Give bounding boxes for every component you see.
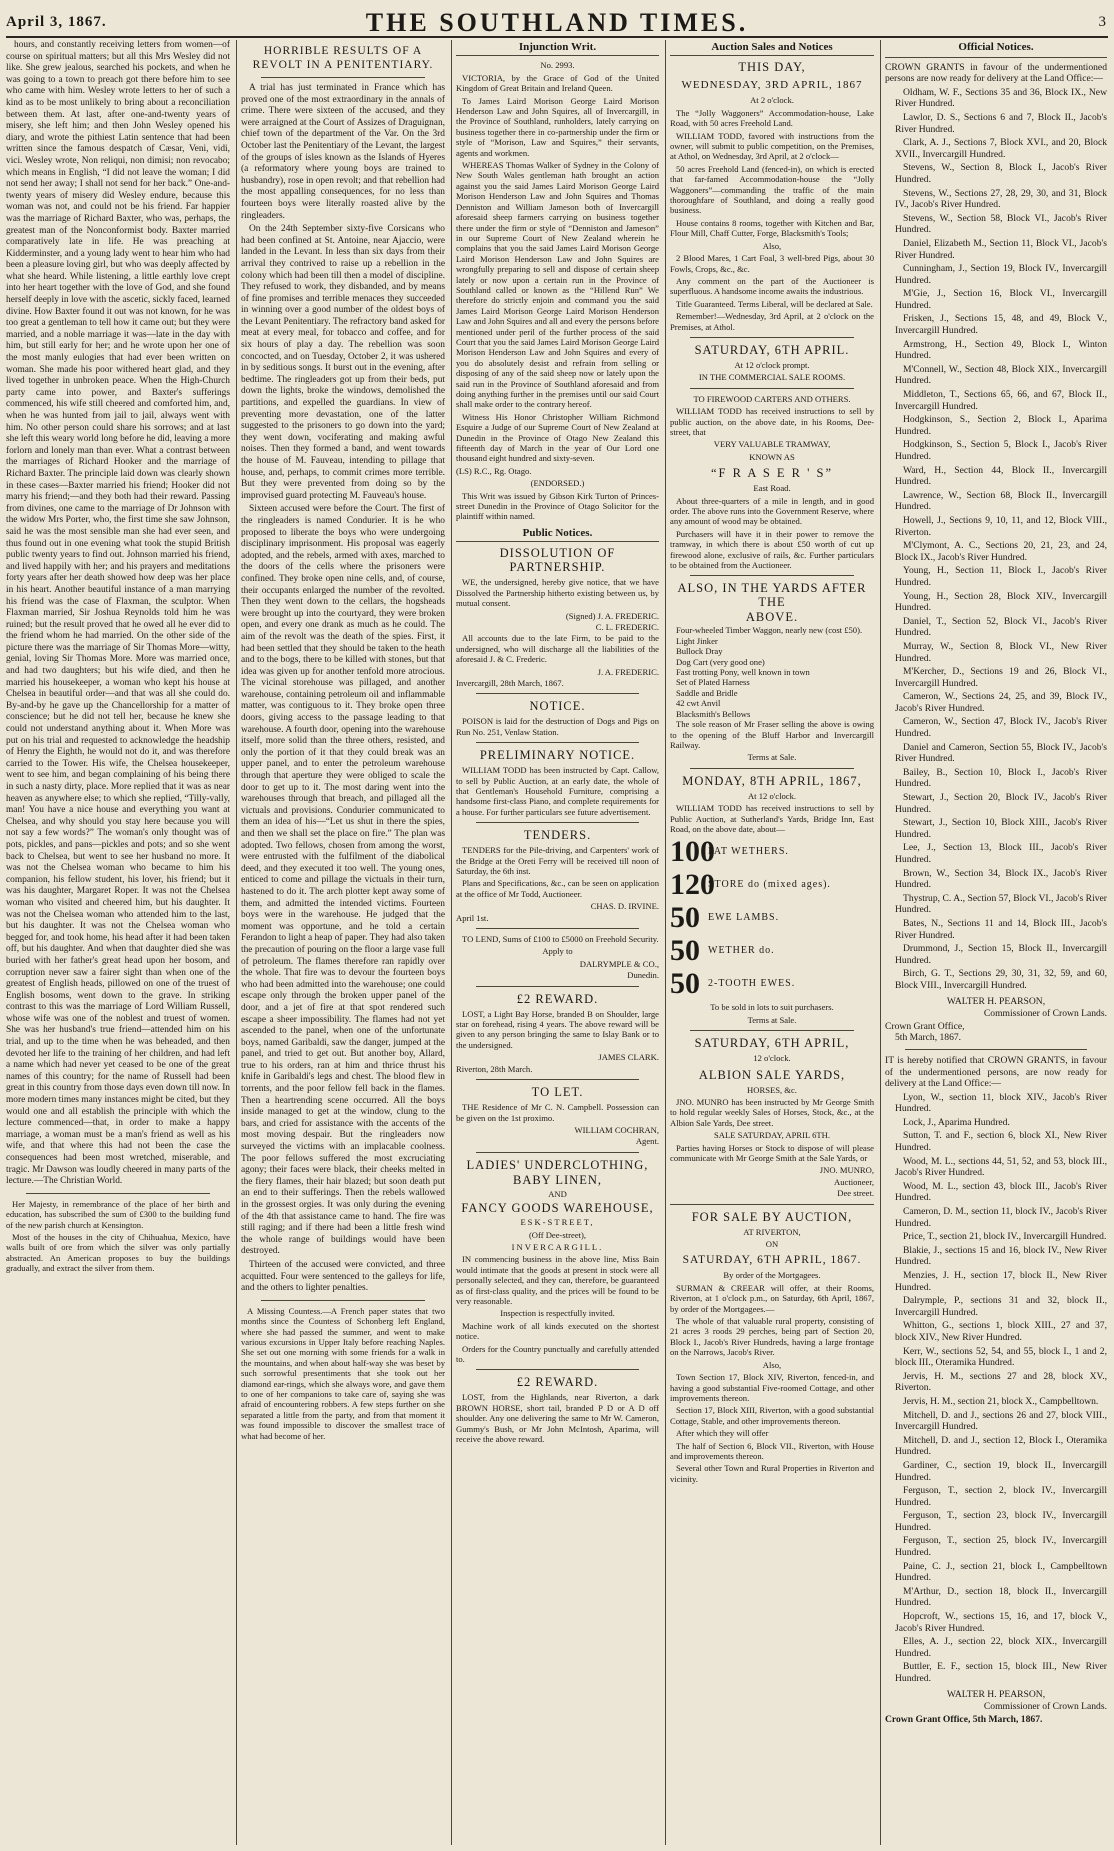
signature: Dee street. — [837, 1188, 874, 1199]
notice-date: 5th March, 1867. — [895, 1032, 962, 1044]
sale-heading: VERY VALUABLE TRAMWAY, — [713, 439, 831, 450]
issue-date: April 3, 1867. — [6, 14, 107, 30]
brief-item: Most of the houses in the city of Chihuahua, Mexico, have walls built of ore from which the silver was only partially abstracted. An American proposes to buy the buildings gradually, and extract the silver from them. — [6, 1232, 230, 1274]
sale-text: About three-quarters of a mile in length, and in good order. The above runs into the Government Reserve, where any amount of wood may be obtained. — [670, 495, 874, 527]
list-item: Howell, J., Sections 9, 10, 11, and 12, Block VIII., Riverton. — [895, 514, 1107, 538]
sale-heading: SATURDAY, 6TH APRIL. — [694, 342, 850, 357]
list-item: Ferguson, T., section 25, block IV., Invercargill Hundred. — [895, 1535, 1107, 1559]
writ-number: No. 2993. — [540, 60, 575, 71]
sale-text: WILLIAM TODD has received instructions to sell by Public Auction, at Sutherland's Yards, Bridge Inn, East Road, on the above date, about— — [670, 803, 874, 834]
divider — [476, 822, 639, 823]
list-item: M'Gie, J., Section 16, Block VI., Invercargill Hundred. — [895, 288, 1107, 311]
sale-text: JNO. MUNRO has been instructed by Mr George Smith to hold regular weekly Sales of Horses, Stock, &c., at the Albion Sale Yards, Dee street. — [670, 1096, 874, 1128]
divider — [905, 1049, 1087, 1050]
list-item: Light Jinker — [676, 635, 718, 646]
notice-heading: (Off Dee-street), — [528, 1229, 587, 1240]
notice-text: TENDERS for the Pile-driving, and Carpenters' work of the Bridge at the Oreti Ferry will be received till noon of Saturday, the 6th inst. — [456, 845, 659, 876]
list-item: Stewart, J., Section 10, Block XIII., Jacob's River Hundred. — [895, 817, 1107, 840]
signature: J. A. FREDERIC. — [597, 666, 659, 677]
list-item: Middleton, T., Sections 65, 66, and 67, Block II., Invercargill Hundred. — [895, 389, 1107, 412]
list-item: Blakie, J., sections 15 and 16, block IV., New River Hundred. — [895, 1244, 1107, 1268]
divider — [476, 1079, 639, 1080]
signature: Dunedin. — [627, 970, 659, 981]
list-item: Whitton, G., sections 1, block XIII., 27 and 37, block XIV., New River Hundred. — [895, 1320, 1107, 1343]
list-item: Lawrence, W., Section 68, Block II., Invercargill Hundred. — [895, 489, 1107, 513]
list-item: M'Kercher, D., Sections 19 and 26, Block VI., Invercargill Hundred. — [895, 666, 1107, 689]
list-item: Dalrymple, P., sections 31 and 32, block II., Invercargill Hundred. — [895, 1295, 1107, 1318]
sale-text: House contains 8 rooms, together with Kitchen and Bar, Flour Mill, Chaff Cutter, Forge, Blacksmith's Tools; — [670, 217, 874, 239]
signature: JAMES CLARK. — [598, 1052, 659, 1063]
column-3 — [456, 40, 659, 1847]
list-item: Bates, N., Sections 11 and 14, Block III., Jacob's River Hundred. — [895, 917, 1107, 941]
article-paragraph: On the 24th September sixty-five Corsicans who had been confined at St. Antoine, near Ajaccio, were landed in the Levant. In less than six days from their arrival they contrived to raise up a rebellion in the colony which had been till then a model of discipline. They refused to work, they disbanded, and by means of fine promises and terrible menaces they succeeded in winning over a good number of the oldest boys of the Levant Penitentiary. The refractory band asked for meat at every meal, for tobacco and coffee, and for six hours of play a day. The rebellion was soon concocted, and on Tuesday, October 2, it was ushered in by seditious songs. It burst out in the evening, after bedtime. The ringleaders got up from their beds, put down the lights, broke the windows, demolished the partitions, and expelled the guardians. In view of preventing more devastation, one of the latter suggested to the prisoners to go down into the yard; they went down, vociferating and making awful noises. Then they formed a band, and went towards the house of M. Fauveau, intending to pillage that house, and, perhaps, to commit crimes more terrible. But they were prevented from doing so by the improvised guard protecting M. Fauveau's house. — [241, 224, 445, 501]
notice-text: WILLIAM TODD has been instructed by Capt. Callow, to sell by Public Auction, at an early date, the whole of that Gentleman's Household Furniture, comprising a handsome first-class Piano, and complete requirements for a house. For further particulars see future advertisement. — [456, 765, 659, 817]
sale-heading: THIS DAY, — [738, 60, 806, 75]
list-item: Young, H., Section 28, Block XIV., Invercargill Hundred. — [895, 590, 1107, 614]
notice-heading: LADIES' UNDERCLOTHING, — [466, 1157, 649, 1172]
notice-heading: TO LET. — [531, 1085, 584, 1100]
signature: WILLIAM COCHRAN, — [574, 1124, 659, 1135]
list-item: Frisken, J., Sections 15, 48, and 49, Block V., Invercargill Hundred. — [895, 313, 1107, 337]
signature: CHAS. D. IRVINE. — [590, 901, 659, 912]
notice-text: LOST, from the Highlands, near Riverton, a dark BROWN HORSE, short tail, branded P D or A D off shoulder. Any one delivering the same to Mr W. Cameron, Gummy's Bush, or Mr John McIntosh, Aparima, will receive the above reward. — [456, 1392, 659, 1445]
list-item: Thystrup, C. A., Section 57, Block VI., Jacob's River Hundred. — [895, 892, 1107, 916]
sale-heading: SATURDAY, 6TH APRIL, 1867. — [682, 1254, 862, 1267]
list-item: Kerr, W., sections 52, 54, and 55, block I., 1 and 2, block III., Oteramika Hundred. — [895, 1345, 1107, 1369]
column-1 — [6, 40, 230, 1847]
list-item: Stewart, J., Section 20, Block IV., Jacob's River Hundred. — [895, 792, 1107, 815]
list-item: Blacksmith's Bellows — [676, 708, 751, 719]
sale-text: After which they will offer — [676, 1428, 769, 1439]
sale-time: At 12 o'clock prompt. — [734, 359, 810, 370]
notice-text: WE, the undersigned, hereby give notice, that we have Dissolved the Partnership hitherto existing between us, by mutual consent. — [456, 577, 659, 609]
list-item: Stevens, W., Section 8, Block I., Jacob's River Hundred. — [895, 162, 1107, 185]
sale-text: Title Guaranteed. Terms Liberal, will be declared at Sale. — [676, 298, 873, 309]
list-item: M'Arthur, D., section 18, block II., Invercargill Hundred. — [895, 1585, 1107, 1609]
divider — [476, 928, 639, 929]
notice-text: Plans and Specifications, &c., can be seen on application at the office of Mr Todd, Auctioneer. — [456, 878, 659, 899]
signature: C. L. FREDERIC. — [595, 621, 659, 632]
sale-text: The sole reason of Mr Fraser selling the above is owing to the opening of the Bluff Harbor and Invercargill Railway. — [670, 719, 874, 750]
list-item: Fast trotting Pony, well known in town — [676, 667, 810, 678]
sale-text: SURMAN & CREEAR will offer, at their Rooms, Riverton, at 1 o'clock p.m., on Saturday, 6th April, 1867, by order of the Mortgagees.— — [670, 1282, 874, 1314]
list-item: Armstrong, H., Section 49, Block I., Winton Hundred. — [895, 338, 1107, 362]
sale-text: KNOWN AS — [749, 451, 795, 462]
list-item: Cameron, W., Sections 24, 25, and 39, Block IV., Jacob's River Hundred. — [895, 691, 1107, 714]
list-item: Four-wheeled Timber Waggon, nearly new (cost £50). — [676, 625, 863, 636]
lot-line — [670, 837, 874, 867]
divider — [261, 77, 425, 78]
sale-text: Parties having Horses or Stock to dispose of will please communicate with Mr George Smith at the Sale Yards, or — [670, 1142, 874, 1163]
sale-heading: SALE SATURDAY, APRIL 6TH. — [714, 1130, 830, 1141]
signature-title: Commissioner of Crown Lands. — [983, 1701, 1107, 1713]
column-divider — [880, 40, 881, 1845]
list-item: Hodgkinson, S., Section 2, Block I., Aparima Hundred. — [895, 414, 1107, 437]
notice-text: THE Residence of Mr C. N. Campbell. Possession can be given on the 1st proximo. — [456, 1102, 659, 1123]
lot-label: EWE LAMBS. — [708, 912, 780, 924]
signature: DALRYMPLE & CO., — [579, 958, 659, 969]
writ-text: VICTORIA, by the Grace of God of the United Kingdom of Great Britain and Ireland Queen. — [456, 72, 659, 94]
sale-time: 12 o'clock. — [753, 1053, 791, 1064]
sale-text: Any comment on the part of the Auctioneer is superfluous. A handsome income awaits the industrious. — [670, 275, 874, 297]
divider — [690, 337, 854, 338]
sale-time: At 2 o'clock. — [750, 95, 794, 106]
column-divider — [665, 40, 666, 1845]
list-item: Sutton, T. and F., section 6, block XI., New River Hundred. — [895, 1130, 1107, 1154]
lot-label: STORE do (mixed ages). — [708, 879, 831, 891]
lot-count: 50 — [670, 901, 700, 935]
divider — [476, 1369, 639, 1370]
writ-text: WHEREAS Thomas Walker of Sydney in the Colony of New South Wales gentleman hath brought an action against you the said James Laird Morison George Laird Morison Henderson Law and John Squires and Thomas Denniston and William Jameson both of Invercargill aforesaid sheep farmers carrying on business together there under the firm or style of “Denniston and Jameson” in our Supreme Court of New Zealand wherein he complains that you the said James Laird Morison George Laird Morison Henderson Law and John Squires are wrongfully preparing to sell and dispose of certain sheep lately or now upon a certain run in the Province of Southland called or known as the “Hillend Run” We therefore do strictly enjoin and command you the said James Laird Morison George Laird Morison Henderson Law and John Squires and all and every the persons before mentioned under peril of the further process of the said Court that you the said James Laird Morison George Laird Morison Henderson Law and John Squires and every of you do absolutely desist and refrain from selling or disposing of any of the said sheep now or lately upon the said run in the Province of Southland aforesaid and from doing anything further in the premises until our said Court shall make order to the contrary hereof. — [456, 160, 659, 410]
notice-heading: AND — [548, 1188, 567, 1199]
list-item: M'Clymont, A. C., Sections 20, 21, 23, and 24, Block IX., Jacob's River Hundred. — [895, 540, 1107, 563]
list-item: Paine, C. J., section 21, block I., Campbelltown Hundred. — [895, 1560, 1107, 1584]
list-item: Daniel, T., Section 52, Block VI., Jacob's River Hundred. — [895, 615, 1107, 639]
sale-text: Also, — [762, 1359, 782, 1370]
notice-heading: FANCY GOODS WAREHOUSE, — [461, 1201, 654, 1216]
column-2 — [241, 40, 445, 1847]
crown-grants-list — [885, 87, 1107, 992]
sale-text: Purchasers will have it in their power to remove the tramway, in which there is about £50 worth of cut up firewood alone, exclusive of rails, &c. Further particulars to be obtained from the Auctioneer. — [670, 528, 874, 571]
sale-terms: Terms at Sale. — [747, 1014, 797, 1025]
notice-text: TO LEND, Sums of £100 to £5000 on Freehold Security. — [462, 934, 659, 945]
list-item: Stevens, W., Sections 27, 28, 29, 30, and 31, Block IV., Jacob's River Hundred. — [895, 187, 1107, 211]
notice-intro: IT is hereby notified that CROWN GRANTS, in favour of the undermentioned persons, are now ready for delivery at the Land Office:— — [885, 1054, 1107, 1090]
list-item: Cameron, W., Section 47, Block IV., Jacob's River Hundred. — [895, 716, 1107, 740]
notice-heading: NOTICE. — [529, 699, 586, 714]
lot-line — [670, 870, 874, 900]
sale-heading: ABOVE. — [745, 610, 799, 625]
notice-heading: TENDERS. — [523, 828, 592, 843]
divider — [476, 693, 639, 694]
sale-text: The “Jolly Waggoners” Accommodation-house, Lake Road, with 50 acres Freehold Land. — [670, 107, 874, 129]
signature: JNO. MUNRO, — [819, 1165, 874, 1176]
list-item: Drummond, J., Section 15, Block II., Invercargill Hundred. — [895, 943, 1107, 966]
article-paragraph: A trial has just terminated in France which has proved one of the most extraordinary in the annals of crime. There were sixteen of the accused, and they were arraigned at the Court of Assizes of Draguignan, chief town of the department of the Var. On the 3rd October last the Penitentiary of the Levant, the largest of the groups of isles known as the Islands of Hyeres (a reformatory where young boys are trained to husbandry), rose in open revolt; and that rebellion had the most appalling consequences, for no less than fourteen boys were literally roasted alive by the ringleaders. — [241, 83, 445, 221]
column-5 — [885, 40, 1107, 1847]
lot-count: 50 — [670, 934, 700, 968]
sale-heading: IN THE COMMERCIAL SALE ROOMS. — [698, 372, 846, 383]
brief-item: Her Majesty, in remembrance of the place of her birth and education, has subscribed the sum of £300 to the building fund of the new parish church at Kensington. — [6, 1198, 230, 1230]
section-heading: Official Notices. — [885, 40, 1107, 58]
sale-text: Also, — [762, 240, 782, 251]
list-item: Stevens, W., Section 58, Block VI., Jacob's River Hundred. — [895, 212, 1107, 236]
sale-text: WILLIAM TODD has received instructions to sell by public auction, on the above date, in his Rooms, Dee-street, that — [670, 406, 874, 437]
notice-heading: PRELIMINARY NOTICE. — [479, 748, 636, 763]
sale-time: At 12 o'clock. — [747, 790, 797, 801]
lot-count: 100 — [670, 835, 715, 869]
divider — [690, 388, 854, 389]
page-number: 3 — [1098, 14, 1106, 30]
list-item: Cunningham, J., Section 19, Block IV., Invercargill Hundred. — [895, 263, 1107, 286]
writ-endorsed: (ENDORSED.) — [530, 478, 585, 489]
sale-text: East Road. — [753, 483, 791, 494]
divider — [476, 986, 639, 987]
notice-text: IN commencing business in the above line, Miss Bain would intimate that the goods at present in stock were all personally selected, and they can, therefore, be guaranteed as of first-class quality, and the prices will be found to be very reasonable. — [456, 1254, 659, 1306]
notice-heading: INVERCARGILL. — [511, 1241, 604, 1252]
sale-text: The whole of that valuable rural property, consisting of 21 acres 3 roods 29 perches, being part of Section 20, Block I., Jacob's River Hundreds, having a large frontage on the Narrows, Jacob's River. — [670, 1316, 874, 1358]
sale-text: 2 Blood Mares, 1 Cart Foal, 3 well-bred Pigs, about 30 Fowls, Crops, &c., &c. — [670, 253, 874, 274]
divider — [26, 1193, 210, 1194]
sale-text: 50 acres Freehold Land (fenced-in), on which is erected that far-famed Accommodation-house the “Jolly Waggoners”—commanding the traffic of the main thoroughfare of Southland, and doing a really good business. — [670, 163, 874, 216]
list-item: Clark, A. J., Sections 7, Block XVI., and 20, Block XVII., Invercargill Hundred. — [895, 137, 1107, 160]
sale-heading: ALBION SALE YARDS, — [698, 1067, 846, 1082]
divider — [690, 768, 854, 769]
list-item: Bailey, B., Section 10, Block I., Jacob's River Hundred. — [895, 766, 1107, 790]
crown-grants-list — [885, 1092, 1107, 1685]
sale-heading: WEDNESDAY, 3RD APRIL, 1867 — [681, 79, 863, 92]
section-heading: Auction Sales and Notices — [670, 40, 874, 56]
sale-text: Section 17, Block XIII, Riverton, with a good substantial Cottage, Stable, and other improvements thereon. — [670, 1405, 874, 1426]
item-list — [670, 625, 874, 719]
list-item: Price, T., section 21, block IV., Invercargill Hundred. — [903, 1231, 1107, 1243]
sale-text: The half of Section 6, Block VII., Riverton, with House and improvements thereon. — [670, 1440, 874, 1461]
notice-heading: BABY LINEN, — [512, 1172, 602, 1187]
list-item: Elles, A. J., section 22, block XIX., Invercargill Hundred. — [895, 1636, 1107, 1659]
lot-line — [670, 903, 874, 933]
signature: (Signed) J. A. FREDERIC. — [565, 610, 659, 621]
notice-intro: CROWN GRANTS in favour of the undermentioned persons are now ready for delivery at the Land Office:— — [885, 61, 1107, 85]
sale-heading: ALSO, IN THE YARDS AFTER THE — [677, 581, 867, 610]
newspaper-title: THE SOUTHLAND TIMES. — [365, 8, 749, 37]
section-heading: Public Notices. — [456, 526, 659, 542]
notice-text: LOST, a Light Bay Horse, branded B on Shoulder, large star on forehead, rising 4 years. The above reward will be given to any person bringing the same to Islay Bank or to the undersigned. — [456, 1008, 659, 1050]
list-item: Ward, H., Section 44, Block II., Invercargill Hundred. — [895, 464, 1107, 488]
list-item: Young, H., Section 11, Block I., Jacob's River Hundred. — [895, 565, 1107, 588]
list-item: Mitchell, D. and J., sections 26 and 27, block VIII., Invercargill Hundred. — [895, 1409, 1107, 1433]
list-item: Daniel and Cameron, Section 55, Block IV., Jacob's River Hundred. — [895, 741, 1107, 765]
signature: Agent. — [635, 1136, 659, 1147]
divider — [690, 1030, 854, 1031]
list-item: Brown, W., Section 34, Block IX., Jacob's River Hundred. — [895, 867, 1107, 891]
list-item: Gardiner, C., section 19, block II., Invercargill Hundred. — [895, 1459, 1107, 1483]
notice-text: Apply to — [542, 946, 573, 957]
sale-heading: SATURDAY, 6TH APRIL, — [694, 1036, 850, 1051]
notice-text: All accounts due to the late Firm, to be paid to the undersigned, who will discharge all the liabilities of the aforesaid J. & C. Frederic. — [456, 633, 659, 665]
list-item: Cameron, D. M., section 11, block IV., Jacob's River Hundred. — [895, 1206, 1107, 1229]
list-item: Hodgkinson, S., Section 5, Block I., Jacob's River Hundred. — [895, 439, 1107, 462]
sale-text: Town Section 17, Block XIV, Riverton, fenced-in, and having a good substantial Five-roomed Cottage, and other improvements thereon. — [670, 1372, 874, 1403]
column-divider — [236, 40, 237, 1845]
divider — [261, 1300, 425, 1301]
list-item: Ferguson, T., section 23, block IV., Invercargill Hundred. — [895, 1510, 1107, 1533]
list-item: Menzies, J. H., section 17, block II., New River Hundred. — [895, 1270, 1107, 1293]
sale-text: WILLIAM TODD, favored with instructions from the owner, will submit to public competition, on the Premises, at Athol, on Wednesday, 3rd April, at 2 o'clock— — [670, 130, 874, 162]
list-item: M'Connell, W., Section 48, Block XIX., Invercargill Hundred. — [895, 363, 1107, 387]
list-item: Bullock Dray — [676, 646, 723, 657]
office-name: Crown Grant Office, — [885, 1020, 965, 1032]
list-item: Saddle and Bridle — [676, 687, 738, 698]
lot-count: 120 — [670, 868, 715, 902]
sale-terms: Terms at Sale. — [747, 752, 797, 763]
writ-text: To James Laird Morison George Laird Morison Henderson Law and John Squires, all of Invercargill, in the Province of Southland, runholders, lately carrying on business together there in co-partnership under the firm or style of “Morison, Law and Squires,” their servants, agents and workmen. — [456, 95, 659, 158]
notice-heading: £2 REWARD. — [516, 991, 599, 1006]
list-item: Oldham, W. F., Sections 35 and 36, Block IX., New River Hundred. — [895, 86, 1107, 110]
notice-heading: £2 REWARD. — [516, 1375, 599, 1390]
list-item: Ferguson, T., section 2, block IV., Invercargill Hundred. — [895, 1485, 1107, 1508]
sale-text: Several other Town and Rural Properties in Riverton and vicinity. — [670, 1463, 874, 1484]
article-headline: HORRIBLE RESULTS OF A REVOLT IN A PENITENTIARY. — [252, 45, 434, 71]
notice-heading: DISSOLUTION OF PARTNERSHIP. — [499, 546, 616, 575]
masthead-rule — [6, 36, 1108, 38]
divider — [476, 742, 639, 743]
notice-date: Riverton, 28th March. — [456, 1063, 533, 1074]
list-item: Lawlor, D. S., Sections 6 and 7, Block II., Jacob's River Hundred. — [895, 111, 1107, 135]
notice-text: Orders for the Country punctually and carefully attended to. — [456, 1343, 659, 1364]
list-item: Murray, W., Section 8, Block VI., New River Hundred. — [895, 640, 1107, 664]
list-item: Dog Cart (very good one) — [676, 656, 765, 667]
lot-line — [670, 936, 874, 966]
notice-date: April 1st. — [456, 912, 489, 923]
sale-text: Remember!—Wednesday, 3rd April, at 2 o'clock on the Premises, at Athol. — [670, 311, 874, 332]
list-item: Jervis, H. M., section 21, block X., Campbelltown. — [903, 1395, 1099, 1407]
sale-text: To be sold in lots to suit purchasers. — [710, 1002, 834, 1013]
list-item: Jervis, H. M., sections 27 and 28, block XV., Riverton. — [895, 1370, 1107, 1394]
signature: WALTER H. PEARSON, — [946, 995, 1046, 1007]
lot-count: 50 — [670, 967, 700, 1001]
sale-heading: FOR SALE BY AUCTION, — [691, 1209, 853, 1224]
signature: WALTER H. PEARSON, — [946, 1688, 1046, 1700]
lot-label: FAT WETHERS. — [708, 846, 789, 858]
signature: Auctioneer, — [834, 1176, 874, 1187]
masthead — [0, 0, 1114, 40]
writ-text: Witness His Honor Christopher William Richmond Esquire a Judge of our Supreme Court of New Zealand at Dunedin in the Province of Otago New Zealand this fifteenth day of March in the year of Our Lord one thousand eight hundred and sixty-seven. — [456, 411, 659, 464]
signature-title: Commissioner of Crown Lands. — [983, 1008, 1107, 1020]
column-divider — [451, 40, 452, 1845]
list-item: Daniel, Elizabeth M., Section 11, Block VI., Jacob's River Hundred. — [895, 237, 1107, 261]
list-item: Lyon, W., section 11, block XIV., Jacob's River Hundred. — [895, 1091, 1107, 1115]
notice-date: Invercargill, 28th March, 1867. — [456, 677, 564, 688]
list-item: Birch, G. T., Sections 29, 30, 31, 32, 59, and 60, Block VIII., Invercargill Hundred. — [895, 968, 1107, 991]
article-paragraph: Sixteen accused were before the Court. The first of the ringleaders is named Condurier. It is he who proposed to liberate the boys who were undergoing disciplinary imprisonment. His proposal was eagerly adopted, and the rebels, armed with axes, marched to the doors of the cells where the prisoners were confined. They broke open nine cells, and, of course, their occupants enlarged the number of the revolted. Then they went down to the cellars, the hogsheads were brought up into the courtyard, they were broken open, and every one drank as much as he could. The aim of the revolt was the death of the spies. First, it had been settled that they should be taken to the heath and to the bogs, there to be killed with stones, but that idea was given up for another tenfold more atrocious. The vicinal storehouse was pillaged, and another warehouse, containing petroleum oil and inflammable matter, was contiguous to it. They broke open three doors, giving access to the passage leading to that warehouse. A fourth door, opening into the warehouse itself, more solid than the three others, resisted, and only the portion of it that they could break was an upper panel, and to enter the petroleum warehouse through that aperture they were obliged to scale the door to get up to it. The most daring went into the warehouses through that breach, and pillaged all the victuals and provisions. Condurier communicated to them an idea of his—“Let us shut in there the spies, and then we shall set the place on fire.” The plan was adopted. Two fellows, chosen from among the worst, were entrusted with the fulfilment of the diabolical deed, and they executed it too well. The young ones, enticed to come and pillage the victuals in their turn, hastened to do it. The arch plotter kept away some of them, and admitted the intended victims. Fourteen boys were in the warehouse. He judged that the moment was opportune, and he told a certain Ferandon to light a heap of paper. They had also taken the precaution of pouring on the floor a large vase full of petroleum. The flames therefore ran rapidly over the whole. That fire was to devour the fourteen boys who had been admitted into the warehouse; one could escape only through the broken upper panel of the door, and a jet of fire at that spot rendered such escape a sheer impossibility. The flames had not yet ascended to the panel, when one of the unfortunate boys, named Garibaldi, saw the danger, jumped at the panel, and tried to get out. But another boy, Allard, true to his orders, ran at him and thrice thrust his knife in Garibaldi's legs and chest. The blood flew in torrents, and the poor fellow fell back in the flames. Then a heartrending scene occurred. All the boys inside managed to get at the window, clung to the bars, and cried for assistance with the accents of the most moving despair. But the ringleaders now surveyed the victims with an implacable coolness. The poor fellows suffered the most excruciating agony; their faces were black, their cheeks melted in the fiery flames, their hair blazed; but soon death put an end to their sufferings. Then the rebels wallowed in the grossest orgies. It was only during the evening of the 4th that assistance came to hand. The fire was still raging; and if there had been a little fresh wind the whole range of buildings would have been destroyed. — [241, 504, 445, 1257]
divider — [476, 1152, 639, 1153]
sale-heading: AT RIVERTON, — [743, 1226, 801, 1237]
article-paragraph: Thirteen of the accused were convicted, and three acquitted. Four were sentenced to the galleys for life, and the others to lighter penalties. — [241, 1259, 445, 1294]
sale-heading: TO FIREWOOD CARTERS AND OTHERS. — [693, 393, 851, 404]
list-item: Mitchell, D. and J., section 12, Block I., Oteramika Hundred. — [895, 1434, 1107, 1458]
list-item: Wood, M. L., sections 44, 51, 52, and 53, block III., Jacob's River Hundred. — [895, 1155, 1107, 1179]
notice-text: POISON is laid for the destruction of Dogs and Pigs on Run No. 251, Venlaw Station. — [456, 716, 659, 737]
notice-text: Inspection is respectfully invited. — [500, 1308, 615, 1319]
list-item: Lock, J., Aparima Hundred. — [903, 1116, 1010, 1128]
notice-heading: ESK-STREET, — [520, 1217, 595, 1228]
sale-heading: “F R A S E R ' S” — [710, 466, 834, 481]
lecture-text: hours, and constantly receiving letters from women—of course on spiritual matters; but all this Mrs Wesley did not like. She grew jealous, searched his pockets, and when he was going to a town to preach got there before him to see who came with him. Wesley wrote letters to her of such a kind as to be most unlikely to bring about a reconciliation between them. At last, after one-and-twenty years of misery, she left him; and then John Wesley opened his diary, and wrote the pithiest Latin sentence that had been written since the famous despatch of Cæsar, Veni, vidi, vici. Wesley wrote, Non reliqui, non dimisi; non revocabo; which means in English, “I did not leave the woman; I did not send her away; I shall not send for her back.” One-and-twenty years of misery did Wesley endure, because this woman was not, and could not be his friend. Far happier was the marriage of Richard Baxter, who was, perhaps, the greatest man of the Nonconformist body. Baxter married comparatively late in life. He was preaching at Kidderminster, and a young lady went to hear him who had been a pleasure loving girl, but who was deeply affected by what she heard. While listening, a little earthly love crept into her heart together with the love of God, and she found herself deeply in love with the ascetic, sickly faced, learned divine. How Baxter found it out was not known, for he was too great a gentleman to tell how it came out; but they were married, and a noble marriage it was—late in the day with him, but still early for her; and he wrote upon her one of the most manly eulogies that had ever been written on woman. She made his poor withered heart glad, and they lived together in unbroken peace. When the High-Church party came into power, and Baxter's sufferings commenced, his wife still cheered and comforted him, and, when he was hunted from jail to jail, always went with him. No other person could share his sorrows; and at last she left this weary world long before he did, leaving a more forlorn and lonely man than ever. What a contrast between the marriages of Richard Hooker and the marriage of Richard Baxter. The principle laid down was clearly shown in these cases—Baxter married his friend; Hooker did not marry his friend;—and they both had their reward. Passing from divines, one came to the marriage of Dr Johnson with the widow Mrs Porter, who, the first time she saw Johnson, said he was the most sensible man she had ever seen, and thus found out in one evening what took the stupid British public twenty years to find out. Johnson married his friend, and lived happily with her; and his prayers and meditations forty years after her death showed how deep was her place in his heart. Another beautiful instance of a man marrying his friend was the case of Flaxman, the sculptor. When Flaxman married, Sir Joshua Reynolds told him he was ruined; but the result proved that he owed all he ever did to the friend whom he had married. On the other side of the picture there was the marriage of Sir Thomas More—witty, genial, loving Sir Thomas More. More was married once, and had two daughters; but his wife died, and then he married his housekeeper, a woman who kept his house at Chelsea in beautiful order—and that was all she could do. By-and-by he gave up the Chancellorship for a matter of conscience; but he did not tell her, because he knew she could not understand anything about it. When More was put on his trial and requested to acknowledge the headship of Henry the Eighth, he would not do it, and was therefore carried to the Tower. His wife, the Chelsea housekeeper, went to see him, and began complaining of his being there in such a nasty dirty, place. More replied that it was as near heaven as anywhere else; to which she replied, “Tilly-vally, man! You have a nice house and everything you want at Chelsea, and why should you stay here because you will not say a few words?” The woman's only thought was of pots, pickles, and pans—pickles and pots; and so she went back to Chelsea, but went to see her husband no more. It was not the Chelsea woman who became to him his companion, his fellow student, his lover, his friend; but it was his daughter, Margaret Roper. It was not the Chelsea woman who visited and cheered him, but his daughter. It was not the Chelsea woman who attended him to the last, but his daughter. It was not the Chelsea woman who begged for, and took home, his head after it had been taken off, but his daughter. And when that daughter died she was buried with her father's great head upon her bosom, and corruption never saw a fairer sight than when one of the greatest of English heads, pillowed on one of the truest of English bosoms, went down to the grave. In striking contrast to this was the marriage of Lord William Russell, whose wife was one of the noblest and truest of women. She was her husband's true friend—attended him on his trial, and up to the time when he was beheaded, and then devoted her life to the training of her children, and had left a name which had never yet ceased to be one of the great names of this country; for the name of Russell had been great in this country from those days even down till now. In more modern times many instances might be cited, but they would one and all establish the principle with which the lecture commenced—that, in order to make a happy marriage, a woman must be a man's friend as well as his wife, and that where this had not been the case the consequences had been most wretched, miserable, and tragic. Mr Dawson was loudly cheered in many parts of the lecture.—The Christian World. — [6, 40, 230, 1187]
divider — [670, 1204, 874, 1205]
list-item: 42 cwt Anvil — [676, 698, 721, 709]
lot-label: WETHER do. — [708, 945, 775, 957]
lot-label: 2-TOOTH EWES. — [708, 978, 796, 990]
list-item: Set of Plated Harness — [676, 677, 750, 688]
list-item: Lee, J., Section 13, Block III., Jacob's River Hundred. — [895, 842, 1107, 865]
office-name: Crown Grant Office, 5th March, 1867. — [885, 1713, 1043, 1725]
writ-text: This Writ was issued by Gibson Kirk Turton of Princes-street Dunedin in the Province of Otago Solicitor for the plaintiff within named. — [456, 490, 659, 522]
writ-seal: (LS) R.C., Rg. Otago. — [456, 465, 532, 476]
sale-heading: MONDAY, 8TH APRIL, 1867, — [682, 773, 862, 788]
list-item: Wood, M. L., section 43, block III., Jacob's River Hundred. — [895, 1180, 1107, 1204]
sale-text: ON — [765, 1239, 779, 1250]
sale-text: By order of the Mortgagees. — [723, 1270, 821, 1281]
list-item: Hopcroft, W., sections 15, 16, and 17, block V., Jacob's River Hundred. — [895, 1611, 1107, 1634]
lot-line — [670, 969, 874, 999]
list-item: Buttler, E. F., section 15, block III., New River Hundred. — [895, 1661, 1107, 1684]
notice-text: Machine work of all kinds executed on the shortest notice. — [456, 1320, 659, 1342]
sale-text: HORSES, &c. — [747, 1084, 797, 1095]
brief-item: A Missing Countess.—A French paper states that two months since the Countess of Schonberg left England, where she had passed the summer, and went to make various excursions in Upper Italy before reaching Naples. She set out one morning with some friends for a walk in the mountains, and when about half-way she was beset by such sorrowful presentiments that she took out her diamond ear-rings, which she always wore, and gave them to one of her companions to take care of, saying she was afraid of encountering robbers. A few steps further on she separated a little from the party, and from that moment it was found impossible to discover the smallest trace of what had become of her. — [241, 1305, 445, 1441]
section-heading: Injunction Writ. — [456, 40, 659, 56]
divider — [690, 575, 854, 576]
column-4 — [670, 40, 874, 1847]
